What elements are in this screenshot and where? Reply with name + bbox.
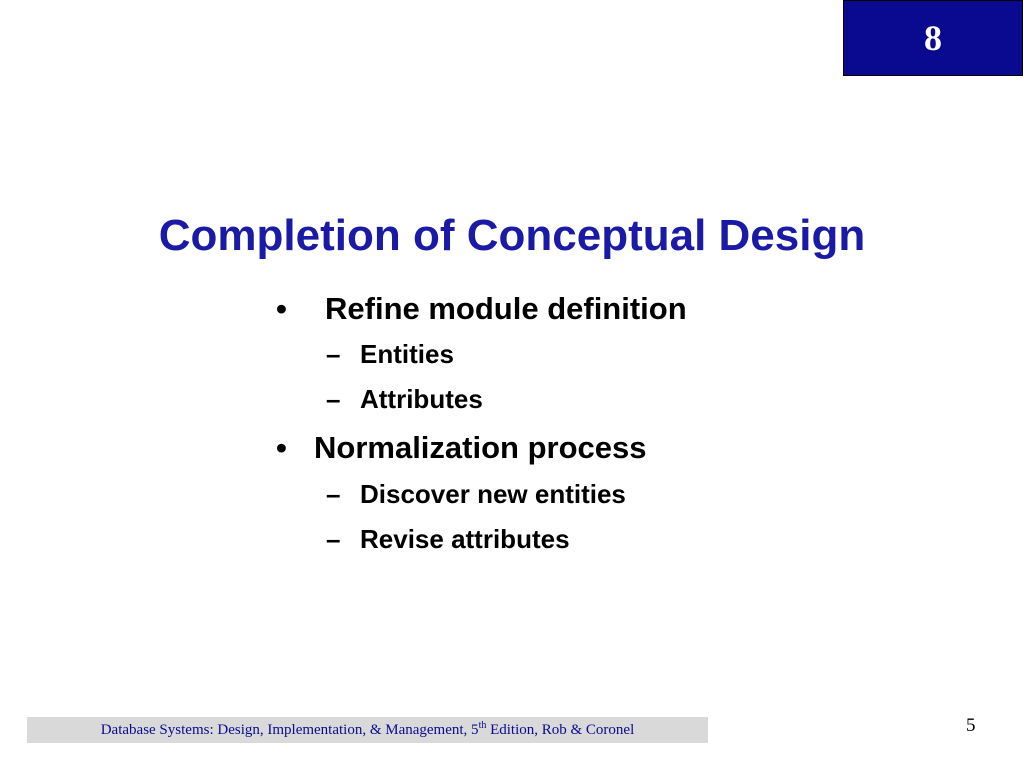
subitem-attributes: [326, 383, 483, 415]
dash-mark: –: [326, 384, 341, 414]
footer-citation: [27, 717, 708, 743]
subitem-text: Entities: [360, 339, 454, 369]
dash-mark: –: [326, 479, 341, 509]
footer-text-tail: Edition, Rob & Coronel: [486, 722, 635, 738]
subitem-entities: [326, 338, 454, 370]
slide-title: Completion of Conceptual Design: [158, 211, 866, 260]
dash-mark: –: [326, 524, 341, 554]
subitem-text: Revise attributes: [360, 524, 570, 554]
subitem-discover-entities: [326, 478, 626, 510]
bullet-text: Refine module definition: [325, 291, 687, 326]
dash-mark: –: [326, 339, 341, 369]
bullet-item-normalization: [276, 429, 647, 467]
subitem-revise-attributes: [326, 523, 570, 555]
bullet-item-refine-module: [276, 290, 687, 328]
chapter-number-badge: 8: [843, 0, 1023, 76]
subitem-text: Attributes: [360, 384, 483, 414]
bullet-mark: •: [276, 430, 287, 465]
footer-text-main: Database Systems: Design, Implementation, & Management, 5: [100, 722, 479, 738]
bullet-text: Normalization process: [314, 430, 647, 465]
page-number: 5: [966, 715, 976, 736]
subitem-text: Discover new entities: [360, 479, 626, 509]
bullet-mark: •: [276, 291, 287, 326]
footer-ordinal-suffix: th: [478, 720, 487, 731]
